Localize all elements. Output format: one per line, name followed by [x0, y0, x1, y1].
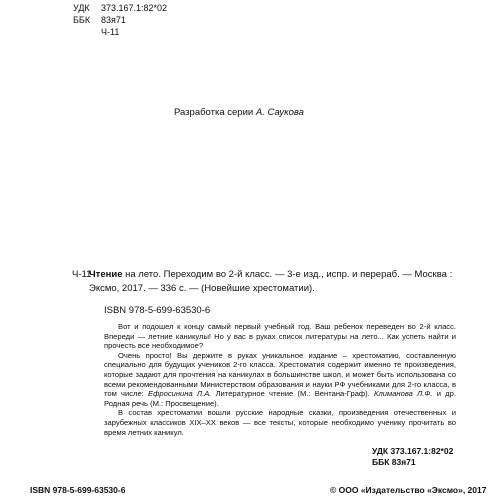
annotation-author-1: Ефросинина Л.А. [148, 389, 212, 399]
annotation-paragraph-2 [104, 351, 456, 409]
series-credit [174, 107, 304, 118]
bbk-line [73, 14, 167, 26]
bottom-udk: УДК 373.167.1:82*02 [372, 446, 454, 456]
bbk-value: 83я71 [101, 15, 126, 25]
author-mark-line [73, 26, 167, 38]
udk-label: УДК [73, 3, 90, 13]
footer-isbn: ISBN 978-5-699-63530-6 [30, 485, 126, 495]
annotation-p2-after: и др. Родная речь (М.: Просвещение). [104, 389, 456, 408]
annotation-p2-middle: Литературное чтение (М.: Вентана-Граф). [215, 389, 370, 399]
annotation-paragraph-1: Вот и подошел к концу самый первый учебный год. Ваш ребенок переведен во 2-й класс. Впереди — летние каникулы! Но у вас в руках список литературы на лето... Как успеть найти и прочесть все необходимое? [104, 322, 456, 351]
biblio-title: Чтение [89, 269, 123, 280]
udk-value: 373.167.1:82*02 [101, 3, 168, 13]
bibliographic-record [72, 268, 459, 295]
annotation [104, 322, 456, 437]
bbk-label: ББК [73, 15, 91, 25]
biblio-description: на лето. Переходим во 2-й класс. — 3-е изд., испр. и перераб. — Москва : Эксмо, 2017. — 336 с. — (Новейшие хрестоматии). [89, 269, 453, 294]
bottom-classification [372, 446, 453, 468]
biblio-isbn: ISBN 978-5-699-63530-6 [104, 305, 211, 316]
bottom-bbk: ББК 83я71 [372, 457, 416, 467]
series-prefix: Разработка серии [174, 107, 254, 118]
footer-copyright: © ООО «Издательство «Эксмо», 2017 [330, 485, 487, 495]
classification-block [73, 2, 167, 38]
annotation-p2-before: Очень просто! Вы держите в руках уникальное издание – хрестоматию, составленную специально для будущих учеников 2-го класса. Хрестоматия содержит именно те произведения, которые задают для прочтения на каникулах в большинстве школ, и может быть использована со всеми рекомендованными Министерством образования и науки РФ учебниками для 2-го класса, в том числе: [104, 350, 456, 399]
biblio-author-mark: Ч-11 [72, 269, 92, 280]
series-author: А. Саукова [255, 107, 304, 118]
author-mark: Ч-11 [101, 27, 120, 37]
annotation-paragraph-3: В состав хрестоматии вошли русские народные сказки, произведения отечественных и зарубежных классиков XIX–XX веков — все тексты, которые необходимо ученику прочитать во время летних каникул. [104, 408, 456, 437]
annotation-author-2: Климанова Л.Ф. [374, 389, 433, 399]
udk-line [73, 2, 167, 14]
